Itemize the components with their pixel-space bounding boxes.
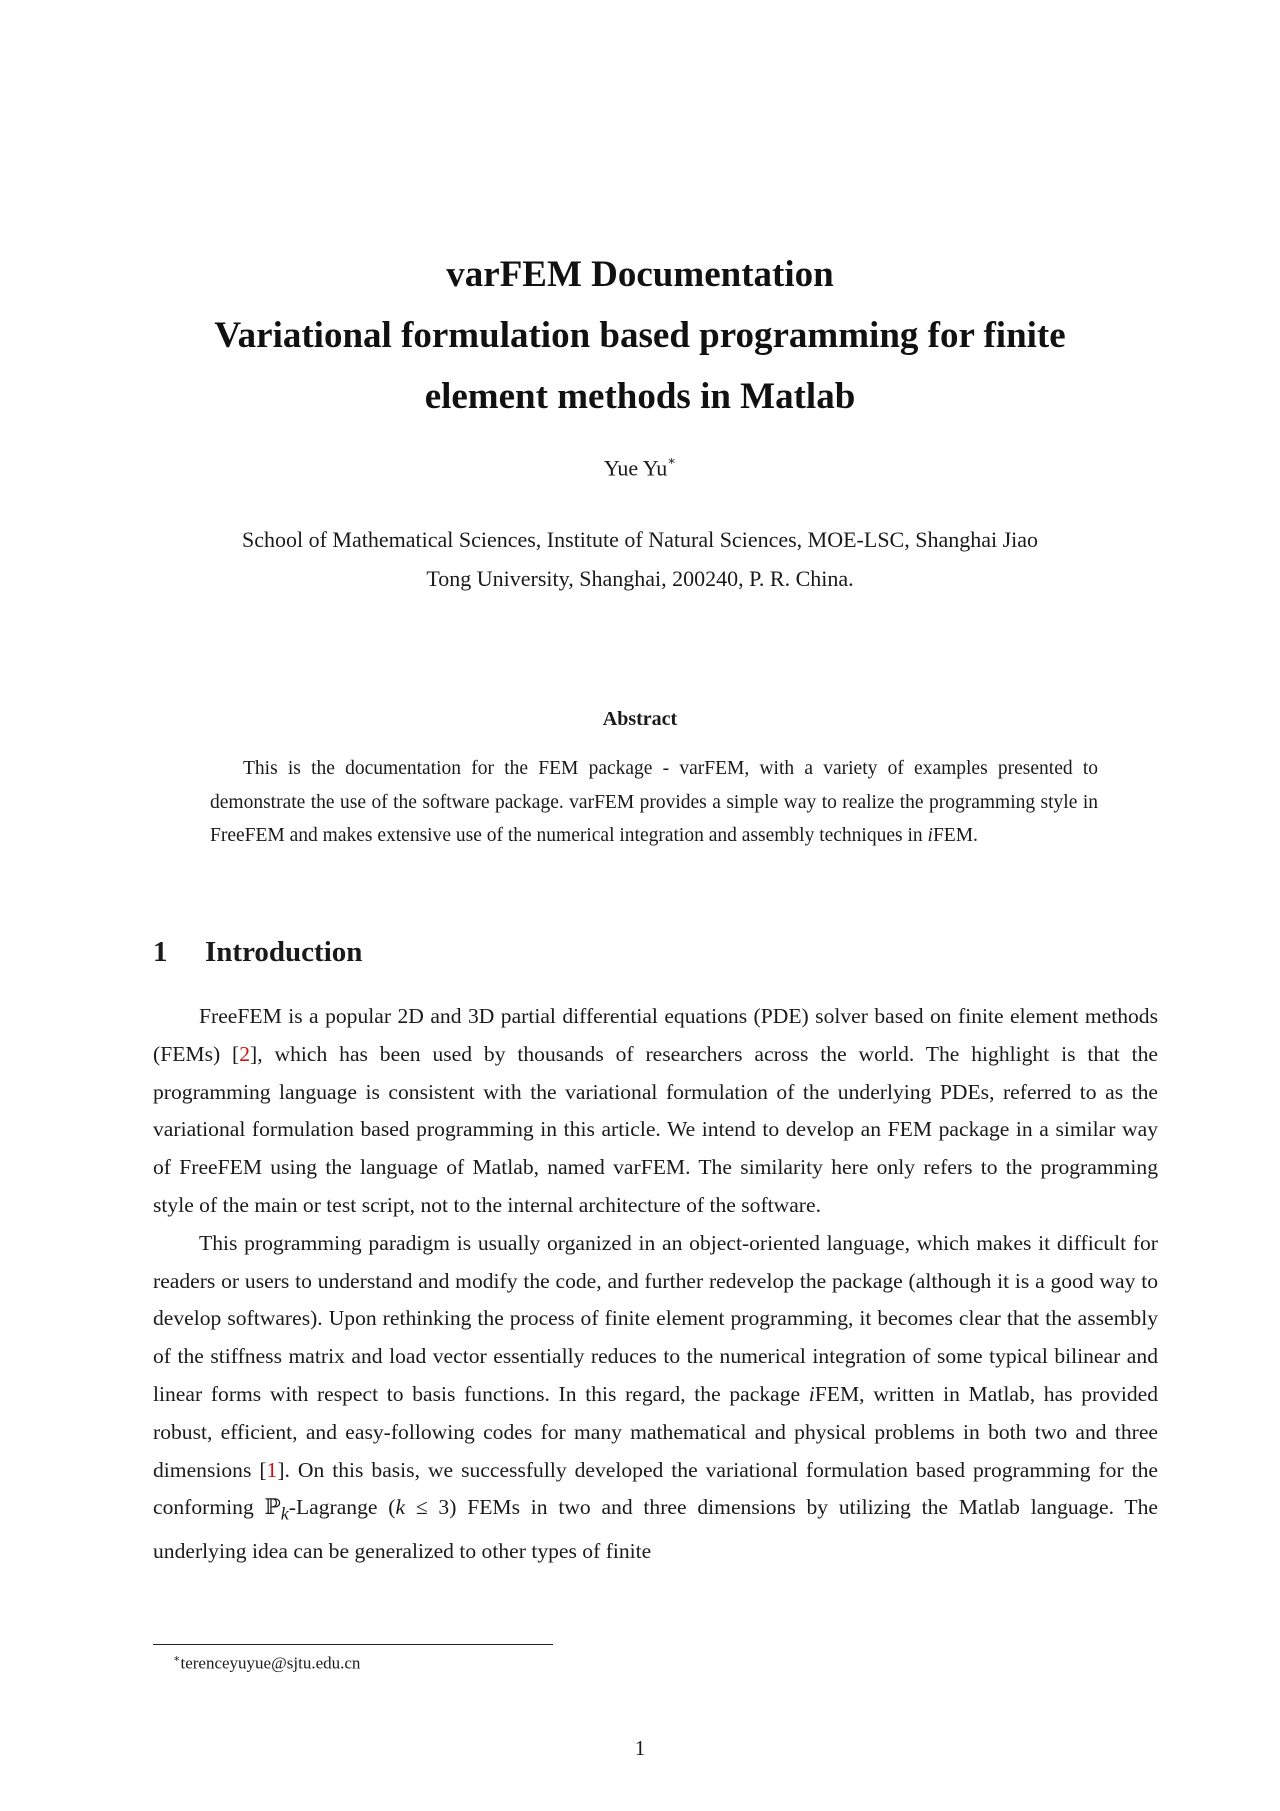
math-subscript-k: k: [280, 1503, 289, 1524]
math-blackboard-p: ℙ: [264, 1495, 281, 1520]
footnote-marker: ∗: [173, 1653, 181, 1665]
abstract-ifem-italic: i: [927, 825, 933, 846]
author: [140, 455, 1140, 481]
page-number: 1: [634, 1736, 646, 1760]
ifem-italic: i: [808, 1381, 815, 1406]
section-body: [153, 998, 1158, 1571]
title-line-1: varFEM Documentation: [446, 254, 834, 295]
paragraph-1-text: FreeFEM is a popular 2D and 3D partial differential equations (PDE) solver based on finite element methods (FEMs) [: [153, 1004, 1158, 1066]
abstract-body: [210, 752, 1098, 853]
abstract-text: This is the documentation for the FEM package - varFEM, with a variety of examples presented to demonstrate the use of the software package. varFEM provides a simple way to realize the programming style in FreeFEM and makes extensive use of the numerical integration and assembly techniques in: [210, 758, 1098, 846]
title-line-2: Variational formulation based programming for finite: [214, 315, 1066, 356]
paragraph-2-text-4: -Lagrange (: [288, 1495, 396, 1520]
section-title: Introduction: [205, 936, 363, 968]
affiliation: [150, 520, 1130, 598]
paragraph-2-text: This programming paradigm is usually organized in an object-oriented language, which makes it difficult for readers or users to understand and modify the code, and further redevelop the package (although it is a good way to develop softwares). Upon rethinking the process of finite element programming, it becomes clear that the assembly of the stiffness matrix and load vector essentially reduces to the numerical integration of some typical bilinear and linear forms with respect to basis functions. In this regard, the package: [153, 1230, 1158, 1406]
paragraph-2-text-3: ]. On this basis, we successfully developed the variational formulation based programming for the conforming: [153, 1457, 1158, 1520]
section-number: 1: [153, 936, 168, 968]
affiliation-line-1: School of Mathematical Sciences, Institute of Natural Sciences, MOE-LSC, Shanghai Jiao: [241, 527, 1039, 552]
author-name: Yue Yu: [603, 455, 668, 481]
paragraph-1: [153, 998, 1158, 1225]
footnote: [173, 1652, 360, 1674]
paper-title: [140, 244, 1140, 427]
section-heading: [153, 936, 362, 969]
author-footnote-marker: ∗: [667, 453, 677, 468]
affiliation-line-2: Tong University, Shanghai, 200240, P. R. China.: [426, 566, 854, 591]
footnote-email[interactable]: terenceyuyue@sjtu.edu.cn: [180, 1653, 361, 1673]
math-pk-symbol: [264, 1495, 289, 1524]
abstract-text-end: FEM.: [932, 825, 978, 846]
citation-link-1[interactable]: 1: [266, 1457, 278, 1482]
paragraph-2-text-2: FEM, written in Matlab, has provided robust, efficient, and easy-following codes for many mathematical and physical problems in both two and three dimensions [: [153, 1381, 1159, 1482]
abstract-heading: Abstract: [602, 708, 678, 730]
paragraph-1-text-cont: ], which has been used by thousands of researchers across the world. The highlight is that the programming language is consistent with the variational formulation of the underlying PDEs, referred to as the variational formulation based programming in this article. We intend to develop an FEM package in a similar way of FreeFEM using the language of Matlab, named varFEM. The similarity here only refers to the programming style of the main or test script, not to the internal architecture of the software.: [153, 1041, 1158, 1217]
footnote-rule: [153, 1644, 553, 1645]
paragraph-2-text-5: ) FEMs in two and three dimensions by utilizing the Matlab language. The underlying idea can be generalized to other types of finite: [153, 1495, 1158, 1564]
math-le-3: ≤ 3: [405, 1495, 450, 1520]
title-line-3: element methods in Matlab: [424, 376, 856, 417]
paragraph-2: [153, 1225, 1158, 1571]
citation-link-2[interactable]: 2: [239, 1041, 251, 1066]
math-k: k: [395, 1495, 406, 1520]
